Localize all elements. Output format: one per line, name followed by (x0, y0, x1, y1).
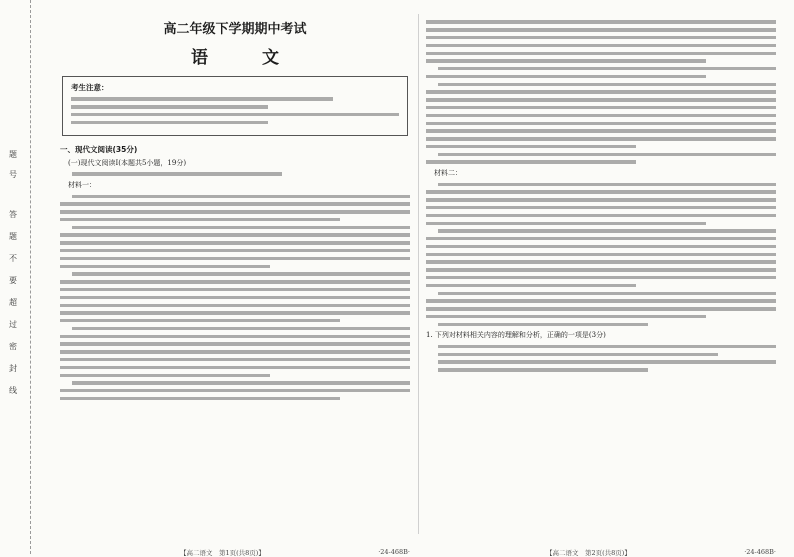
binding-char: 密 (9, 342, 17, 351)
paragraph (60, 381, 410, 400)
footer-page-label: 【高二语文 第1页(共8页)】 (180, 549, 265, 557)
footer-page-label: 【高二语文 第2页(共8页)】 (546, 549, 631, 557)
page-right (426, 16, 776, 557)
text-line (72, 172, 282, 175)
paragraph (426, 67, 776, 78)
binding-char: 答 (9, 210, 17, 219)
binding-char: 超 (9, 298, 17, 307)
section-heading: 一、现代文阅读(35分) (60, 145, 138, 154)
material-label: 材料一： (68, 181, 96, 190)
page-divider (418, 14, 419, 534)
material-label: 材料二： (434, 169, 462, 178)
subsection-heading: (一)现代文阅读Ⅰ(本题共5小题，19分) (68, 159, 187, 167)
notice-line (71, 105, 268, 108)
binding-char: 不 (9, 254, 17, 263)
paragraph (426, 183, 776, 225)
question-1: 1. 下列对材料相关内容的理解和分析，正确的一项是(3分) (426, 331, 606, 340)
source-line (438, 323, 648, 326)
notice-box (62, 76, 408, 136)
binding-char: 要 (9, 276, 17, 285)
exam-subject: 语 文 (191, 48, 303, 68)
binding-margin (0, 0, 31, 554)
binding-char: 封 (9, 364, 17, 373)
paragraph (426, 292, 776, 319)
paragraph (426, 229, 776, 287)
binding-char: 线 (9, 386, 17, 395)
binding-char: 题 (9, 150, 17, 159)
binding-char: 过 (9, 320, 17, 329)
paragraph (426, 20, 776, 62)
exam-title: 高二年级下学期期中考试 (163, 22, 307, 37)
paragraph (60, 195, 410, 222)
page-left (60, 16, 410, 557)
notice-line (71, 113, 399, 116)
binding-char: 题 (9, 232, 17, 241)
notice-line (71, 97, 333, 100)
paragraph (60, 226, 410, 268)
paragraph (426, 83, 776, 149)
notice-line (71, 121, 268, 124)
binding-char: 号 (9, 170, 17, 179)
footer-code: ·24-468B· (378, 548, 410, 556)
paragraph (60, 272, 410, 322)
paragraph (426, 153, 776, 164)
notice-title: 考生注意： (71, 83, 109, 92)
footer-code: ·24-468B· (744, 548, 776, 556)
paragraph (60, 327, 410, 377)
